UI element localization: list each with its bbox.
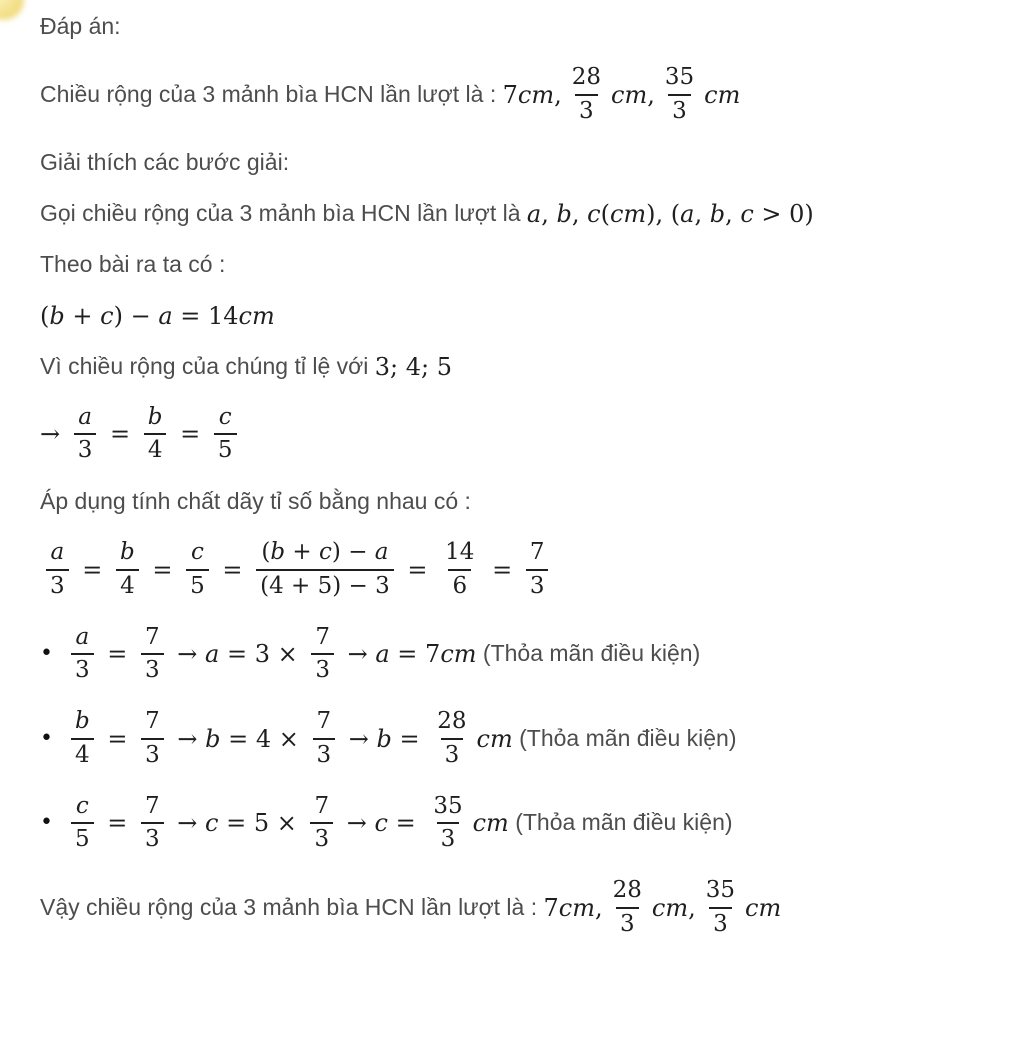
fraction bbox=[526, 538, 549, 602]
fraction-numerator: 14 bbox=[445, 539, 475, 565]
fraction bbox=[568, 63, 605, 127]
math-run: (b + c) − a = 14cm bbox=[40, 301, 275, 330]
fraction bbox=[313, 707, 336, 771]
fraction-denominator: 3 bbox=[311, 653, 334, 686]
fraction bbox=[71, 623, 94, 687]
text-run: Vậy chiều rộng của 3 mảnh bìa HCN lần lượt là : bbox=[40, 893, 544, 920]
solution-lines bbox=[40, 12, 1004, 940]
text-run: (Thỏa mãn điều kiện) bbox=[508, 809, 733, 836]
fraction bbox=[441, 538, 478, 602]
fraction-denominator: 6 bbox=[448, 569, 471, 602]
fraction-denominator: 3 bbox=[709, 907, 732, 940]
fraction-numerator: 7 bbox=[315, 623, 330, 650]
math-run: = bbox=[172, 420, 208, 449]
math-run: = bbox=[484, 555, 520, 584]
fraction bbox=[702, 876, 739, 940]
fraction-numerator: 35 bbox=[433, 792, 463, 819]
assumption-line bbox=[40, 199, 1004, 229]
fraction bbox=[433, 707, 470, 771]
text-run: (Thỏa mãn điều kiện) bbox=[512, 724, 737, 751]
property-heading bbox=[40, 487, 1004, 517]
math-run: = bbox=[144, 555, 181, 584]
fraction-denominator: 3 bbox=[437, 822, 460, 855]
text-run: (Thỏa mãn điều kiện) bbox=[476, 640, 701, 667]
math-run: → bbox=[40, 420, 68, 449]
math-run: cm bbox=[472, 809, 509, 838]
bullet-icon: • bbox=[40, 725, 53, 751]
fraction-numerator: c bbox=[191, 539, 204, 565]
fraction-numerator: 28 bbox=[437, 708, 467, 734]
fraction bbox=[256, 538, 394, 602]
text-run: Áp dụng tính chất dãy tỉ số bằng nhau có : bbox=[40, 488, 471, 515]
fraction-numerator: 7 bbox=[145, 792, 160, 819]
math-run: cm, bbox=[651, 893, 696, 922]
fraction-denominator: 3 bbox=[616, 907, 639, 940]
math-run: → b = bbox=[341, 724, 428, 753]
proportion-line bbox=[40, 403, 1004, 467]
math-run: → a = 3 × bbox=[169, 640, 306, 669]
math-run: cm, bbox=[611, 80, 655, 109]
case-a-line bbox=[40, 623, 1004, 687]
fraction-denominator: 3 bbox=[441, 738, 464, 771]
fraction bbox=[661, 63, 698, 127]
answer-heading bbox=[40, 12, 1004, 42]
math-run: → c = bbox=[339, 809, 424, 838]
math-run: → a = 7cm bbox=[339, 640, 477, 669]
fraction-numerator: a bbox=[50, 539, 65, 565]
text-run: Đáp án: bbox=[40, 13, 121, 40]
math-run: = bbox=[214, 555, 251, 584]
text-run: Gọi chiều rộng của 3 mảnh bìa HCN lần lượt là bbox=[40, 199, 527, 226]
fraction-denominator: 3 bbox=[313, 738, 336, 771]
fraction-denominator: 3 bbox=[668, 94, 691, 127]
fraction bbox=[311, 623, 334, 687]
fraction-denominator: 5 bbox=[186, 569, 209, 602]
fraction-numerator: b bbox=[147, 403, 163, 430]
fraction-numerator: c bbox=[218, 403, 232, 430]
math-run: = bbox=[99, 724, 136, 753]
fraction-denominator: 3 bbox=[575, 94, 598, 127]
fraction-numerator: 28 bbox=[571, 64, 602, 90]
fraction bbox=[46, 538, 69, 602]
fraction bbox=[74, 403, 97, 467]
fraction-numerator: 7 bbox=[529, 539, 545, 565]
math-run: 7cm, bbox=[502, 80, 562, 109]
math-run: a, b, c(cm), (a, b, c > 0) bbox=[526, 199, 814, 228]
fraction-denominator: 5 bbox=[71, 822, 94, 855]
text-run: Vì chiều rộng của chúng tỉ lệ với bbox=[40, 352, 375, 379]
text-run: Theo bài ra ta có : bbox=[40, 250, 226, 277]
fraction-numerator: 7 bbox=[145, 708, 160, 734]
fraction bbox=[116, 538, 139, 602]
fraction-denominator: 3 bbox=[141, 653, 164, 686]
math-run: = bbox=[99, 809, 135, 838]
math-run: cm bbox=[476, 724, 513, 753]
fraction-denominator: 4 bbox=[116, 569, 139, 602]
fraction-numerator: a bbox=[75, 623, 90, 650]
math-run: = bbox=[74, 555, 111, 584]
math-run: 7cm, bbox=[543, 893, 603, 922]
fraction-denominator: 4 bbox=[71, 738, 94, 771]
case-c-line bbox=[40, 792, 1004, 856]
fraction bbox=[71, 792, 94, 856]
fraction bbox=[141, 623, 164, 687]
explain-heading bbox=[40, 148, 1004, 178]
fraction-denominator: 3 bbox=[141, 738, 164, 771]
fraction bbox=[141, 792, 164, 856]
given-equation-line bbox=[40, 301, 1004, 331]
fraction-denominator: 3 bbox=[526, 569, 549, 602]
fraction-numerator: a bbox=[78, 403, 92, 430]
math-run: = bbox=[102, 420, 138, 449]
fraction-numerator: 7 bbox=[314, 792, 330, 819]
fraction-numerator: 7 bbox=[145, 623, 160, 650]
fraction-numerator: b bbox=[74, 708, 90, 734]
text-run: Giải thích các bước giải: bbox=[40, 148, 290, 175]
bullet-icon: • bbox=[40, 641, 53, 667]
fraction-numerator: 35 bbox=[705, 877, 736, 903]
answer-line bbox=[40, 63, 1004, 127]
fraction bbox=[141, 707, 164, 771]
fraction-denominator: 3 bbox=[71, 653, 94, 686]
fraction-denominator: 3 bbox=[46, 569, 69, 602]
fraction bbox=[71, 707, 94, 771]
fraction-numerator: b bbox=[120, 539, 135, 565]
fraction bbox=[429, 792, 466, 856]
fraction-numerator: 35 bbox=[664, 64, 695, 90]
math-run: = bbox=[99, 640, 135, 669]
math-run: → c = 5 × bbox=[169, 809, 305, 838]
fraction-numerator: 7 bbox=[316, 708, 332, 734]
fraction bbox=[609, 876, 646, 940]
fraction-numerator: (b + c) − a bbox=[261, 539, 389, 565]
given-heading bbox=[40, 250, 1004, 280]
text-run: Chiều rộng của 3 mảnh bìa HCN lần lượt là : bbox=[40, 80, 503, 107]
fraction-numerator: 28 bbox=[612, 877, 642, 903]
math-run: → b = 4 × bbox=[169, 724, 307, 753]
fraction-denominator: 3 bbox=[310, 822, 333, 855]
math-run: 3; 4; 5 bbox=[374, 352, 452, 381]
conclusion-line bbox=[40, 876, 1004, 940]
ratio-line bbox=[40, 352, 1004, 382]
fraction bbox=[144, 403, 167, 467]
main-equation-line bbox=[40, 538, 1004, 602]
fraction-denominator: 3 bbox=[74, 433, 97, 466]
fraction-denominator: (4 + 5) − 3 bbox=[256, 569, 394, 602]
fraction-denominator: 3 bbox=[141, 822, 164, 855]
math-run: cm bbox=[745, 893, 782, 922]
math-run: cm bbox=[704, 80, 741, 109]
fraction-denominator: 5 bbox=[214, 433, 237, 466]
math-run: = bbox=[399, 555, 436, 584]
case-b-line bbox=[40, 707, 1004, 771]
fraction bbox=[214, 403, 237, 467]
bullet-icon: • bbox=[40, 810, 53, 836]
fraction-numerator: c bbox=[75, 792, 89, 819]
fraction-denominator: 4 bbox=[144, 433, 167, 466]
fraction bbox=[186, 538, 209, 602]
fraction bbox=[310, 792, 333, 856]
